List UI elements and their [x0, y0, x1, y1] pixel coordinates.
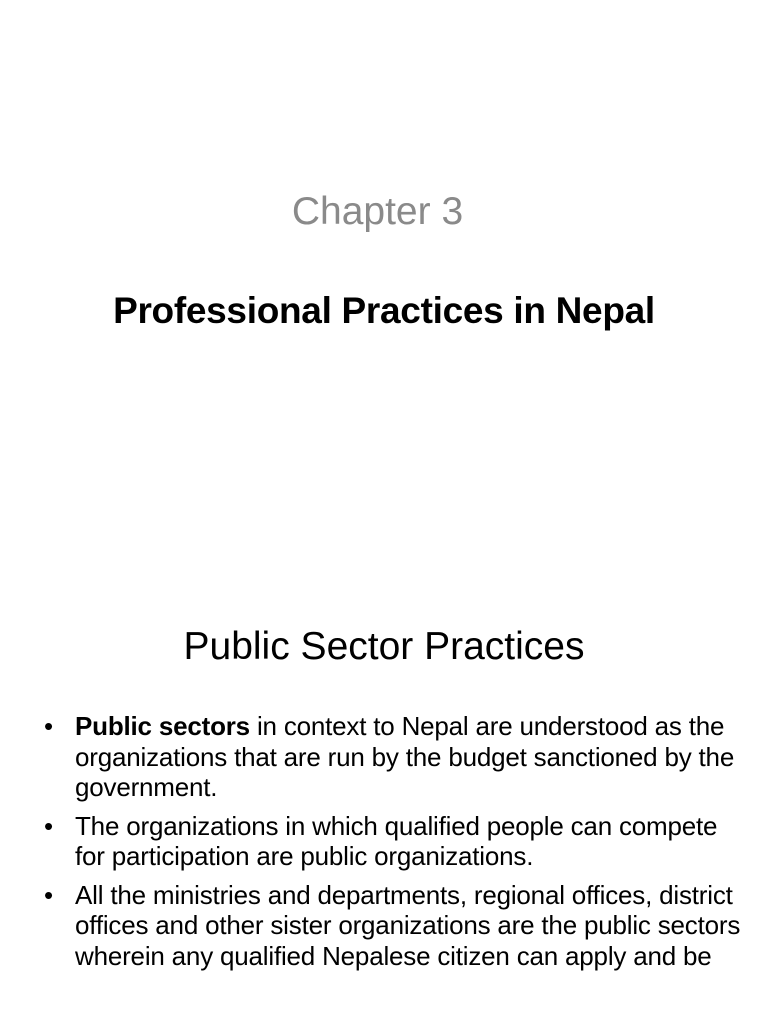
list-item: [44, 811, 744, 872]
bullet-list: [44, 711, 744, 979]
chapter-subtitle: Chapter 3: [291, 190, 464, 233]
bullet-icon: •: [44, 711, 53, 741]
list-item: [44, 880, 744, 972]
bullet-text: All the ministries and departments, regional offices, district offices and other sister organizations are the public sectors wherein any qualified Nepalese citizen can apply and be: [75, 879, 741, 971]
slide-heading: Public Sector Practices: [183, 625, 585, 668]
slide-title: Professional Practices in Nepal: [113, 290, 655, 331]
list-item: [44, 711, 744, 803]
bullet-icon: •: [44, 810, 53, 841]
bullet-icon: •: [44, 879, 53, 910]
bullet-text: in context to Nepal are understood as the organizations that are run by the budget sanctioned by the government.: [75, 711, 735, 802]
bullet-text: The organizations in which qualified people can compete for participation are public organizations.: [75, 810, 718, 871]
content-slide: [0, 576, 768, 1024]
bullet-bold-text: Public sectors: [75, 711, 250, 741]
